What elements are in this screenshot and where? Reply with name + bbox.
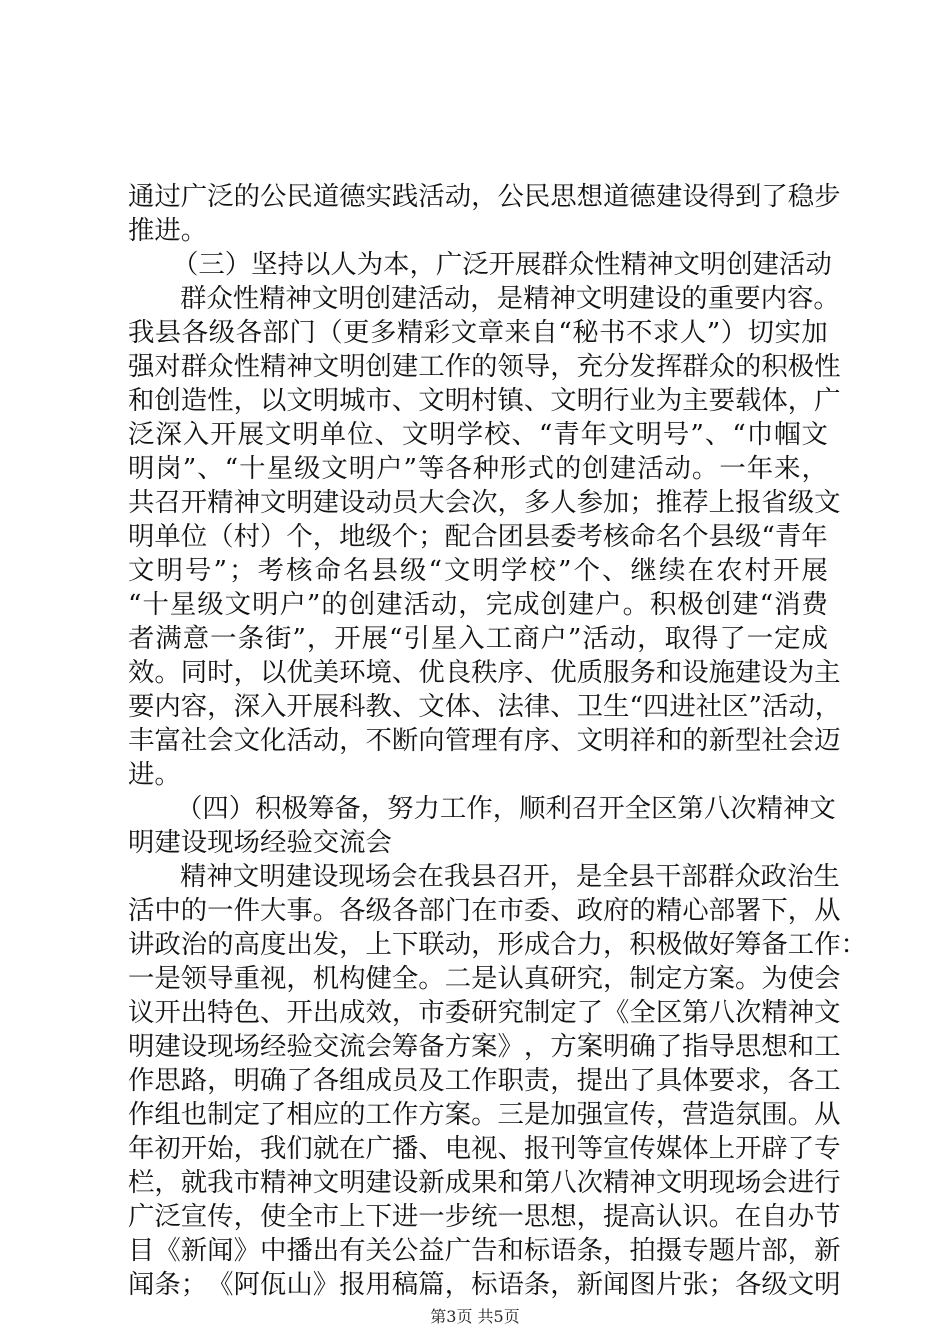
body-line: 推进。: [128, 215, 208, 246]
body-line: 群众性精神文明创建活动，是精神文明建设的重要内容。: [180, 283, 840, 314]
body-line: 要 内 容 ， 深 入 开 展 科 教 、 文 体 、 法 律 、 卫 生 “ 四 进 社 区 ” 活 动 ，: [128, 691, 842, 722]
body-line: 我 县 各 级 各 部 门 （ 更 多 精 彩 文 章 来 自 “ 秘 书 不 求 人 ” ） 切 实 加: [128, 317, 828, 348]
body-line: 通 过 广 泛 的 公 民 道 德 实 践 活 动 ， 公 民 思 想 道 德 建 设 得 到 了 稳 步: [128, 181, 841, 212]
body-line: 一 是 领 导 重 视 ， 机 构 健 全 。 二 是 认 真 研 究 ， 制 定 方 案 。 为 使 会: [128, 963, 841, 994]
page-number: 第3页 共5页: [430, 1307, 520, 1326]
body-line: 精 神 文 明 建 设 现 场 会 在 我 县 召 开 ， 是 全 县 干 部 群 众 政 治 生: [180, 861, 840, 892]
body-line: 共 召 开 精 神 文 明 建 设 动 员 大 会 次 ， 多 人 参 加 ； 推 荐 上 报 省 级 文: [128, 487, 841, 518]
section-heading-3: （三）坚持以人为本，广泛开展群众性精神文明创建活动: [172, 249, 832, 280]
body-line: 广 泛 宣 传 ， 使 全 市 上 下 进 一 步 统 一 思 想 ， 提 高 认 识 。 在 自 办 节: [128, 1201, 841, 1232]
body-line: 泛 深 入 开 展 文 明 单 位 、 文 明 学 校 、 “ 青 年 文 明 号 ” 、 “ 巾 帼 文: [128, 419, 828, 450]
body-line: 明 建 设 现 场 经 验 交 流 会 筹 备 方 案 》 ， 方 案 明 确 了 指 导 思 想 和 工: [128, 1031, 841, 1062]
body-line: 进。: [128, 759, 181, 790]
body-line: 效 。 同 时 ， 以 优 美 环 境 、 优 良 秩 序 、 优 质 服 务 和 设 施 建 设 为 主: [128, 657, 841, 688]
body-line: 明 岗 ” 、 “ 十 星 级 文 明 户 ” 等 各 种 形 式 的 创 建 活 动 。 一 年 来 ，: [128, 453, 828, 484]
body-line: 明 单 位 （ 村 ） 个 ， 地 级 个 ； 配 合 团 县 委 考 核 命 名 个 县 级 “ 青 年: [128, 521, 828, 552]
body-line: 年 初 开 始 ， 我 们 就 在 广 播 、 电 视 、 报 刊 等 宣 传 媒 体 上 开 辟 了 专: [128, 1133, 841, 1164]
body-line: 闻 条 ； 《 阿 佤 山 》 报 用 稿 篇 ， 标 语 条 ， 新 闻 图 片 张 ； 各 级 文 明: [128, 1269, 841, 1300]
body-line: 目 《 新 闻 》 中 播 出 有 关 公 益 广 告 和 标 语 条 ， 拍 摄 专 题 片 部 ， 新: [128, 1235, 841, 1266]
body-line: 作 思 路 ， 明 确 了 各 组 成 员 及 工 作 职 责 ， 提 出 了 具 体 要 求 ， 各 工: [128, 1065, 841, 1096]
body-line: 强 对 群 众 性 精 神 文 明 创 建 工 作 的 领 导 ， 充 分 发 挥 群 众 的 积 极 性: [128, 351, 841, 382]
body-line: 作 组 也 制 定 了 相 应 的 工 作 方 案 。 三 是 加 强 宣 传 ， 营 造 氛 围 。 从: [128, 1099, 841, 1130]
body-line: 文 明 号 ” ； 考 核 命 名 县 级 “ 文 明 学 校 ” 个 、 继 续 在 农 村 开 展: [128, 555, 828, 586]
section-heading-4: （ 四 ） 积 极 筹 备 ， 努 力 工 作 ， 顺 利 召 开 全 区 第 八 次 精 神 文: [176, 793, 836, 824]
body-line: 议 开 出 特 色 、 开 出 成 效 ， 市 委 研 究 制 定 了 《 全 区 第 八 次 精 神 文: [128, 997, 841, 1028]
body-line: 和 创 造 性 ， 以 文 明 城 市 、 文 明 村 镇 、 文 明 行 业 为 主 要 载 体 ， 广: [128, 385, 841, 416]
section-heading-4-cont: 明建设现场经验交流会: [128, 827, 392, 858]
body-line: 者 满 意 一 条 街 ” ， 开 展 “ 引 星 入 工 商 户 ” 活 动 ， 取 得 了 一 定 成: [128, 623, 828, 654]
body-line: 栏 ， 就 我 市 精 神 文 明 建 设 新 成 果 和 第 八 次 精 神 文 明 现 场 会 进 行: [128, 1167, 841, 1198]
body-line: 讲 政 治 的 高 度 出 发 ， 上 下 联 动 ， 形 成 合 力 ， 积 极 做 好 筹 备 工 作 ：: [128, 929, 867, 960]
body-line: 活 中 的 一 件 大 事 。 各 级 各 部 门 在 市 委 、 政 府 的 精 心 部 署 下 ， 从: [128, 895, 841, 926]
body-line: “ 十 星 级 文 明 户 ” 的 创 建 活 动 ， 完 成 创 建 户 。 积 极 创 建 “ 消 费: [128, 589, 828, 620]
body-line: 丰 富 社 会 文 化 活 动 ， 不 断 向 管 理 有 序 、 文 明 祥 和 的 新 型 社 会 迈: [128, 725, 841, 756]
